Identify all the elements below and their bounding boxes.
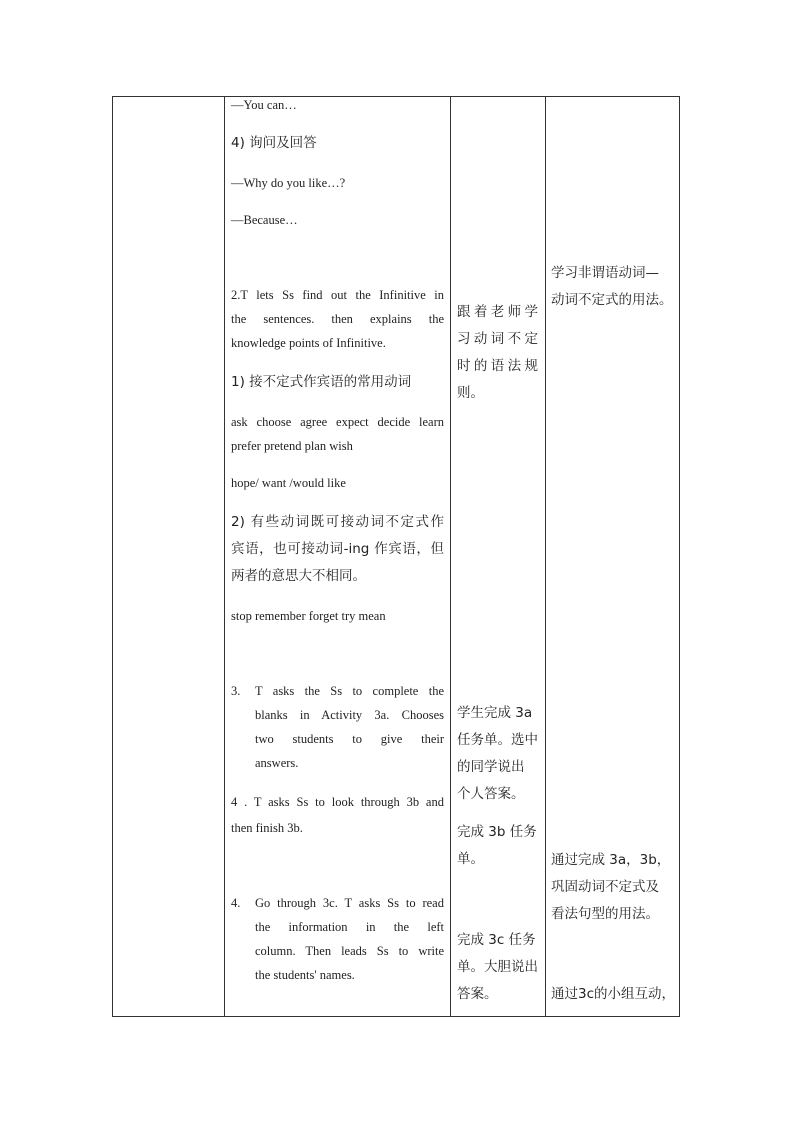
paragraph-line: 4 . T asks Ss to look through 3b and — [231, 795, 444, 809]
student-activity-line: 单。大胆说出 — [457, 959, 538, 975]
student-activity-line: 个人答案。 — [457, 786, 525, 802]
paragraph-line: knowledge points of Infinitive. — [231, 336, 386, 350]
paragraph-line: the sentences. then explains the — [231, 312, 444, 326]
paragraph-line: 2.T lets Ss find out the Infinitive in — [231, 288, 444, 302]
item-number: 3. — [231, 684, 241, 698]
purpose-line: 通过完成 3a，3b， — [551, 852, 671, 868]
student-activity-line: 跟着老师学 — [457, 304, 538, 320]
purpose-line: 动词不定式的用法。 — [551, 292, 673, 308]
column-divider — [224, 96, 225, 1017]
paragraph-line: two students to give their — [255, 732, 444, 746]
student-activity-line: 学生完成 3a — [457, 705, 533, 721]
student-activity-line: 习动词不定 — [457, 331, 538, 347]
paragraph-line: the information in the left — [255, 920, 444, 934]
paragraph-line: blanks in Activity 3a. Chooses — [255, 708, 444, 722]
column-divider — [450, 96, 451, 1017]
dialogue-line: —Why do you like…? — [231, 176, 346, 190]
paragraph-line: the students' names. — [255, 968, 355, 982]
student-activity-line: 任务单。选中 — [457, 732, 538, 748]
purpose-line: 通过3c的小组互动， — [551, 986, 676, 1002]
section-heading: 1) 接不定式作宾语的常用动词 — [231, 374, 412, 390]
student-activity-line: 完成 3b 任务 — [457, 824, 537, 840]
student-activity-line: 完成 3c 任务 — [457, 932, 536, 948]
item-number: 4. — [231, 896, 241, 910]
column-divider — [545, 96, 546, 1017]
paragraph-line: Go through 3c. T asks Ss to read — [255, 896, 444, 910]
student-activity-line: 答案。 — [457, 986, 498, 1002]
dialogue-line: —You can… — [231, 98, 297, 112]
student-activity-line: 单。 — [457, 851, 484, 867]
paragraph-line: 宾语，也可接动词-ing 作宾语，但 — [231, 541, 444, 557]
paragraph-line: then finish 3b. — [231, 821, 303, 835]
paragraph-line: answers. — [255, 756, 299, 770]
paragraph-line: ask choose agree expect decide learn — [231, 415, 444, 429]
paragraph-line: T asks the Ss to complete the — [255, 684, 444, 698]
dialogue-line: —Because… — [231, 213, 298, 227]
student-activity-line: 则。 — [457, 385, 484, 401]
purpose-line: 巩固动词不定式及 — [551, 879, 659, 895]
student-activity-line: 的同学说出 — [457, 759, 525, 775]
student-activity-line: 时的语法规 — [457, 358, 538, 374]
paragraph-line: stop remember forget try mean — [231, 609, 386, 623]
section-heading: 4) 询问及回答 — [231, 135, 317, 151]
purpose-line: 看法句型的用法。 — [551, 906, 659, 922]
paragraph-line: hope/ want /would like — [231, 476, 346, 490]
paragraph-line: column. Then leads Ss to write — [255, 944, 444, 958]
paragraph-line: prefer pretend plan wish — [231, 439, 353, 453]
paragraph-line: 2) 有些动词既可接动词不定式作 — [231, 514, 444, 530]
paragraph-line: 两者的意思大不相同。 — [231, 568, 366, 584]
purpose-line: 学习非谓语动词— — [551, 265, 659, 281]
